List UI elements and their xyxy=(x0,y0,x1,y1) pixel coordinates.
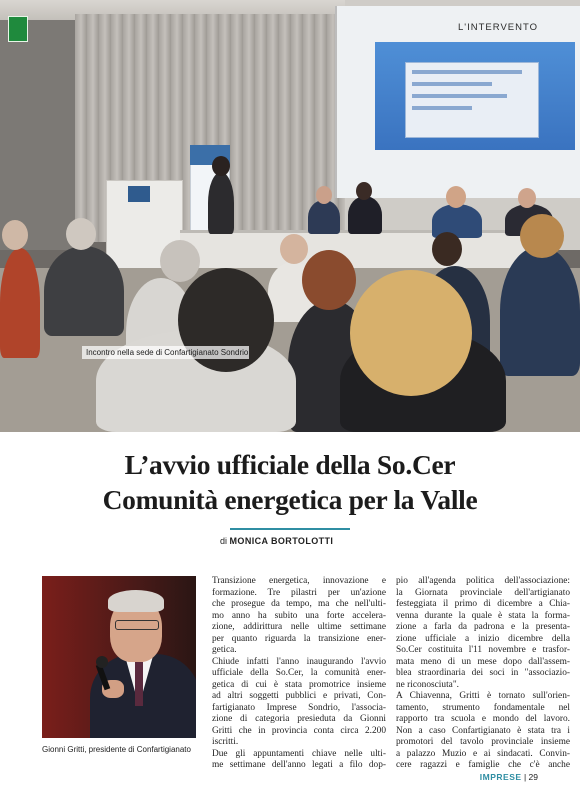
article-line: zione, addirittura nelle ultime settimane xyxy=(212,622,386,632)
article-line: Gritti che in provincia conta circa 2.200 xyxy=(212,725,386,736)
article-line: getica di cui è stata promotrice insieme xyxy=(212,679,386,690)
page-number: 29 xyxy=(528,772,538,782)
article-line: So.Cer costituita l'11 novembre e trasfor- xyxy=(396,645,570,655)
article-line: rapporto tra scuola e mondo del lavoro. xyxy=(396,714,570,724)
headline xyxy=(20,447,560,517)
article-line: zione di categoria presieduta da Gionni xyxy=(212,714,386,724)
portrait-caption: Gionni Gritti, presidente di Confartigianato xyxy=(42,745,191,754)
projected-bar xyxy=(412,106,472,110)
article-column-2 xyxy=(396,576,570,772)
panelist-head xyxy=(316,186,332,204)
audience-head xyxy=(2,220,28,250)
panel-table xyxy=(180,230,540,273)
panelist-figure xyxy=(308,200,340,234)
article-line: per quanto riguarda la transizione ener- xyxy=(212,633,386,644)
audience-head xyxy=(66,218,96,250)
page-footer xyxy=(480,772,538,782)
article-line: festeggiata il primo di dicembre a Chia- xyxy=(396,599,570,609)
left-wall xyxy=(0,20,80,250)
panelist-head xyxy=(446,186,466,208)
article-line: promotori del tavolo provinciale insieme xyxy=(396,737,570,747)
microphone-head-icon xyxy=(96,656,108,668)
article-line: me settimane dell'anno legati a filo dop- xyxy=(212,760,386,770)
audience-head-foreground xyxy=(350,270,472,396)
panelist-head xyxy=(518,188,536,208)
article-line: fartigianato Imprese Sondrio, l'associa- xyxy=(212,702,386,713)
portrait-tie xyxy=(135,662,143,706)
article-line: venna durante la quale è stata la forma- xyxy=(396,610,570,621)
article-line: Due gli appuntamenti chiave nelle ulti- xyxy=(212,748,386,759)
portrait-photo xyxy=(42,576,196,738)
article-line: zione a farla da padrona e la presenta- xyxy=(396,622,570,632)
article-line: iscritti. xyxy=(212,737,239,747)
speaker-figure xyxy=(208,172,234,234)
projected-bar xyxy=(412,82,492,86)
article-line: la Giornata provinciale dell'artigianato xyxy=(396,587,570,598)
article-line: Chiude infatti l'anno inaugurando l'avvio xyxy=(212,656,386,667)
article-line: A Chiavenna, Gritti è tornato sull'orien- xyxy=(396,691,570,701)
headline-line-1: L’avvio ufficiale della So.Cer xyxy=(124,449,456,480)
panelist-head xyxy=(356,182,372,200)
projected-bar xyxy=(412,70,522,74)
audience-head xyxy=(160,240,200,282)
footer-separator: | xyxy=(523,772,527,782)
article-line: getica. xyxy=(212,645,237,655)
audience-head xyxy=(432,232,462,266)
article-line: ad altri soggetti pubblici e privati, Con- xyxy=(212,691,386,701)
article-line: tamento, strumento fondamentale nel xyxy=(396,702,570,713)
article-line: Transizione energetica, innovazione e xyxy=(212,576,386,586)
section-label: L'INTERVENTO xyxy=(458,22,538,33)
projected-bar xyxy=(412,94,507,98)
column-2-lines xyxy=(396,576,570,772)
article-column-1 xyxy=(212,576,386,772)
audience-member xyxy=(44,246,124,336)
byline-rule xyxy=(230,528,350,530)
article-line: blea straordinaria dei soci in "associazio- xyxy=(396,668,570,678)
audience-member xyxy=(500,246,580,376)
article-line: Non a caso Confartigianato è stata tra i xyxy=(396,725,570,736)
panelist-figure xyxy=(348,196,382,234)
photo-caption: Incontro nella sede di Confartigianato Sondrio xyxy=(82,346,249,359)
audience-head xyxy=(302,250,356,310)
article-line: zione ufficiale a inizio dicembre della xyxy=(396,633,570,644)
podium-logo-icon xyxy=(128,186,150,202)
byline xyxy=(220,536,420,546)
portrait-hair xyxy=(108,590,164,612)
speaker-head xyxy=(212,156,230,176)
exit-sign-icon xyxy=(8,16,28,42)
article-line: ufficiale della So.Cer, la comunità ener- xyxy=(212,668,386,678)
article-line: mata meno di un mese dopo dall'assem- xyxy=(396,656,570,667)
footer-brand: IMPRESE xyxy=(479,772,522,782)
headline-line-2: Comunità energetica per la Valle xyxy=(102,484,478,515)
audience-member xyxy=(0,248,40,358)
audience-head xyxy=(280,234,308,264)
article-line: a palazzo Muzio e ai sindacati. Convin- xyxy=(396,748,570,759)
audience-head xyxy=(520,214,564,258)
portrait-glasses xyxy=(115,620,159,630)
article-line: ne riconosciuta". xyxy=(396,679,459,690)
article-line: mo anno ha subito una forte accelera- xyxy=(212,610,386,621)
article-line: cere ragazzi e famiglie che c'è anche xyxy=(396,760,570,770)
byline-prefix: di xyxy=(220,536,228,546)
byline-author: MONICA BORTOLOTTI xyxy=(229,536,334,546)
article-line: pio all'agenda politica dell'associazione: xyxy=(396,576,570,586)
column-1-lines xyxy=(212,576,386,772)
article-line: formazione. Tre pilastri per un'azione xyxy=(212,587,386,598)
article-line: che prosegue da tempo, ma che nell'ulti- xyxy=(212,599,386,609)
